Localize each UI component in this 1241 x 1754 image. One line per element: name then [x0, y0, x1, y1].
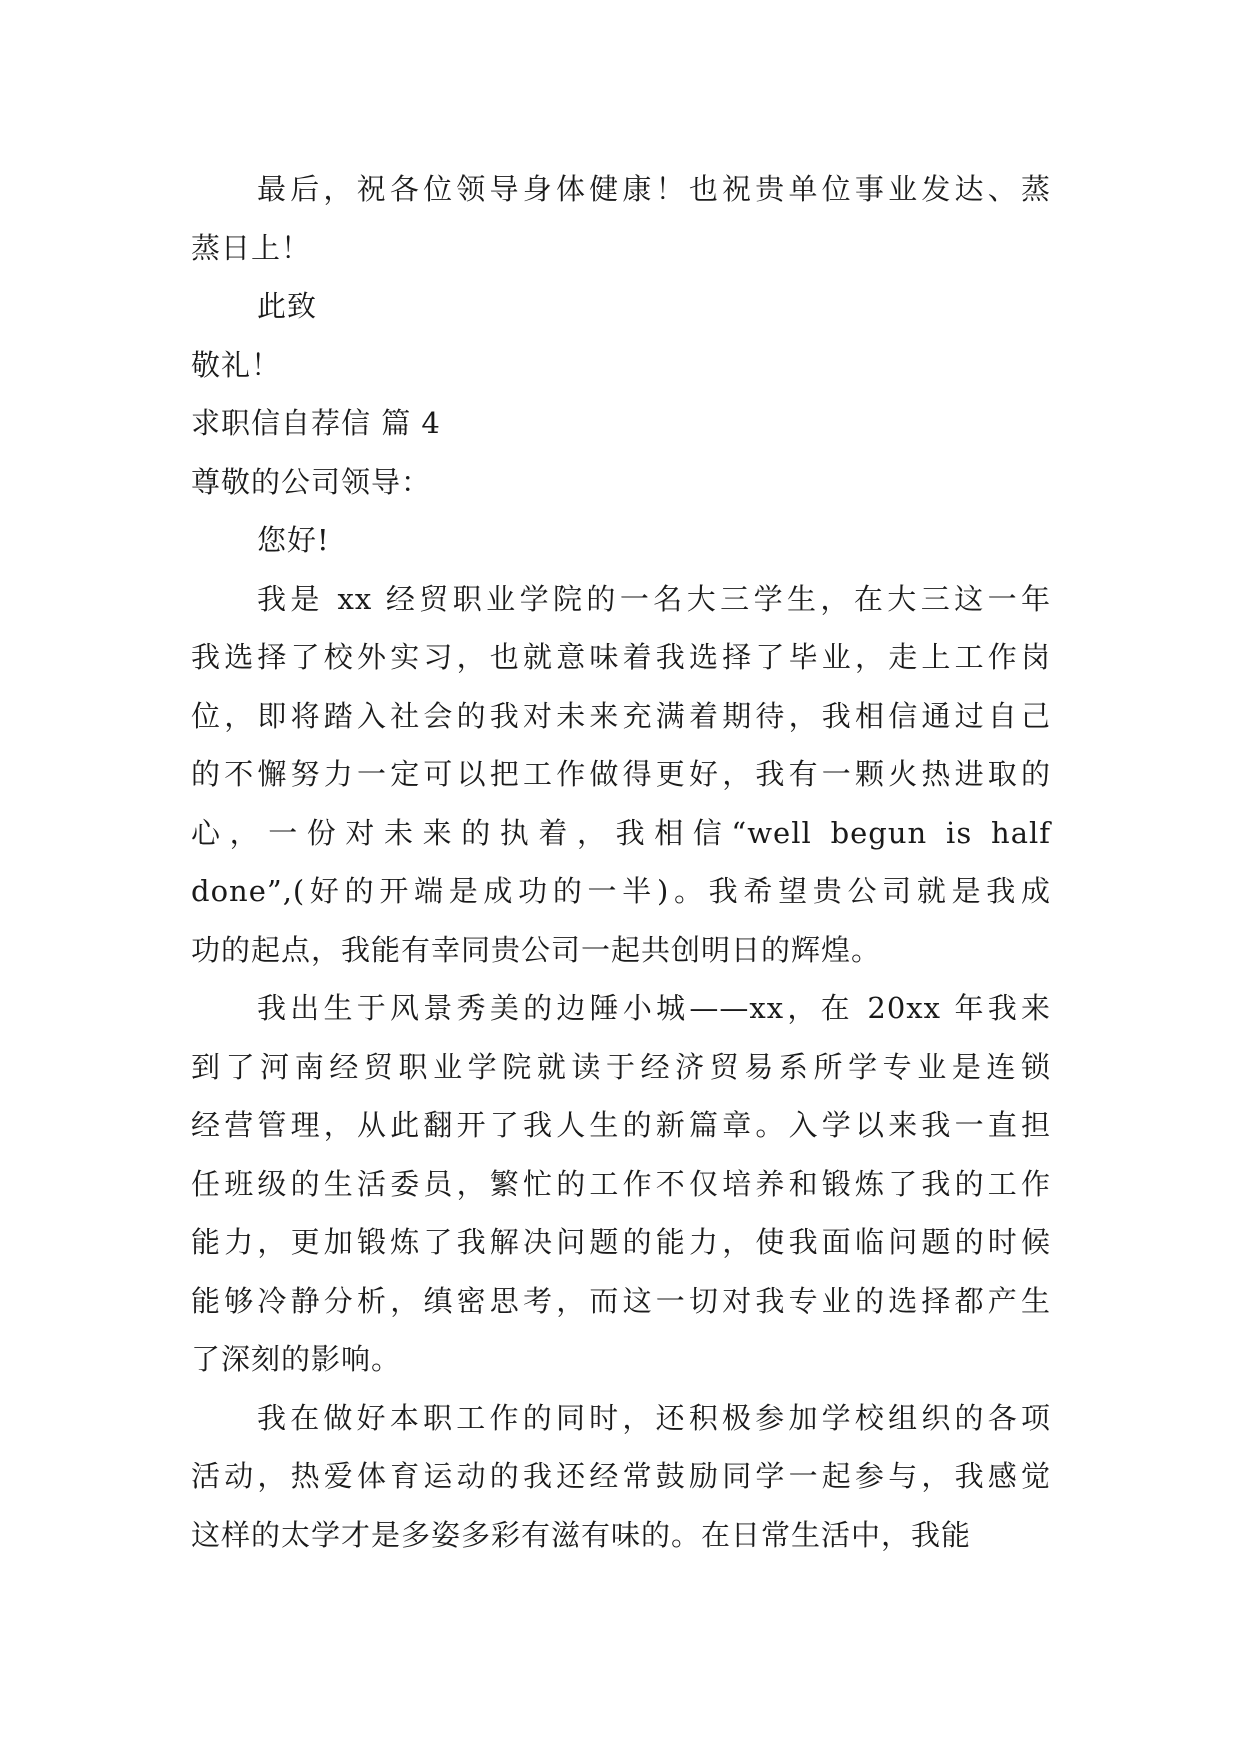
text-line: 您好! [257, 523, 330, 557]
text-line: 我是 xx 经贸职业学院的一名大三学生，在大三这一年 [257, 581, 1051, 616]
text-line: 此致 [257, 289, 318, 323]
text-line: 心，一份对未来的执着，我相信“well begun is half [191, 815, 1051, 850]
section-heading [191, 394, 1051, 453]
text-line: 了深刻的影响。 [191, 1342, 402, 1376]
text-line: 能力，更加锻炼了我解决问题的能力，使我面临问题的时候 [191, 1225, 1051, 1259]
text-line: 这样的太学才是多姿多彩有滋有味的。在日常生活中，我能 [191, 1517, 972, 1552]
text-line: 到了河南经贸职业学院就读于经济贸易系所学专业是连锁 [191, 1049, 1051, 1084]
text-line: 最后，祝各位领导身体健康！也祝贵单位事业发达、蒸 [257, 172, 1051, 206]
text-line: 位，即将踏入社会的我对未来充满着期待，我相信通过自己 [191, 698, 1051, 733]
salutation-jing-li [191, 336, 1051, 395]
text-line: 尊敬的公司领导： [191, 464, 432, 499]
text-line: 能够冷静分析，缜密思考，而这一切对我专业的选择都产生 [191, 1283, 1051, 1318]
paragraph-3 [191, 1389, 1051, 1565]
text-line: 功的起点，我能有幸同贵公司一起共创明日的辉煌。 [191, 932, 882, 967]
text-line: 经营管理，从此翻开了我人生的新篇章。入学以来我一直担 [191, 1108, 1051, 1142]
paragraph-2 [191, 979, 1051, 1389]
salutation-ci-zhi [191, 277, 1051, 336]
text-line: 求职信自荐信 篇 4 [191, 406, 441, 440]
text-line: 活动，热爱体育运动的我还经常鼓励同学一起参与，我感觉 [191, 1459, 1051, 1493]
greeting [191, 511, 1051, 570]
closing-wish [191, 160, 1051, 277]
paragraph-1 [191, 570, 1051, 980]
text-line: 我选择了校外实习，也就意味着我选择了毕业，走上工作岗 [191, 640, 1051, 674]
text-line: 我在做好本职工作的同时，还积极参加学校组织的各项 [257, 1400, 1051, 1435]
text-line: 蒸日上！ [191, 230, 312, 265]
text-line: 敬礼！ [191, 347, 282, 382]
text-line: 的不懈努力一定可以把工作做得更好，我有一颗火热进取的 [191, 757, 1051, 791]
addressee [191, 453, 1051, 512]
text-line: 任班级的生活委员，繁忙的工作不仅培养和锻炼了我的工作 [191, 1166, 1051, 1201]
document-body [191, 160, 1051, 1564]
text-line: done”,(好的开端是成功的一半)。我希望贵公司就是我成 [191, 874, 1051, 908]
text-line: 我出生于风景秀美的边陲小城——xx，在 20xx 年我来 [257, 991, 1051, 1025]
